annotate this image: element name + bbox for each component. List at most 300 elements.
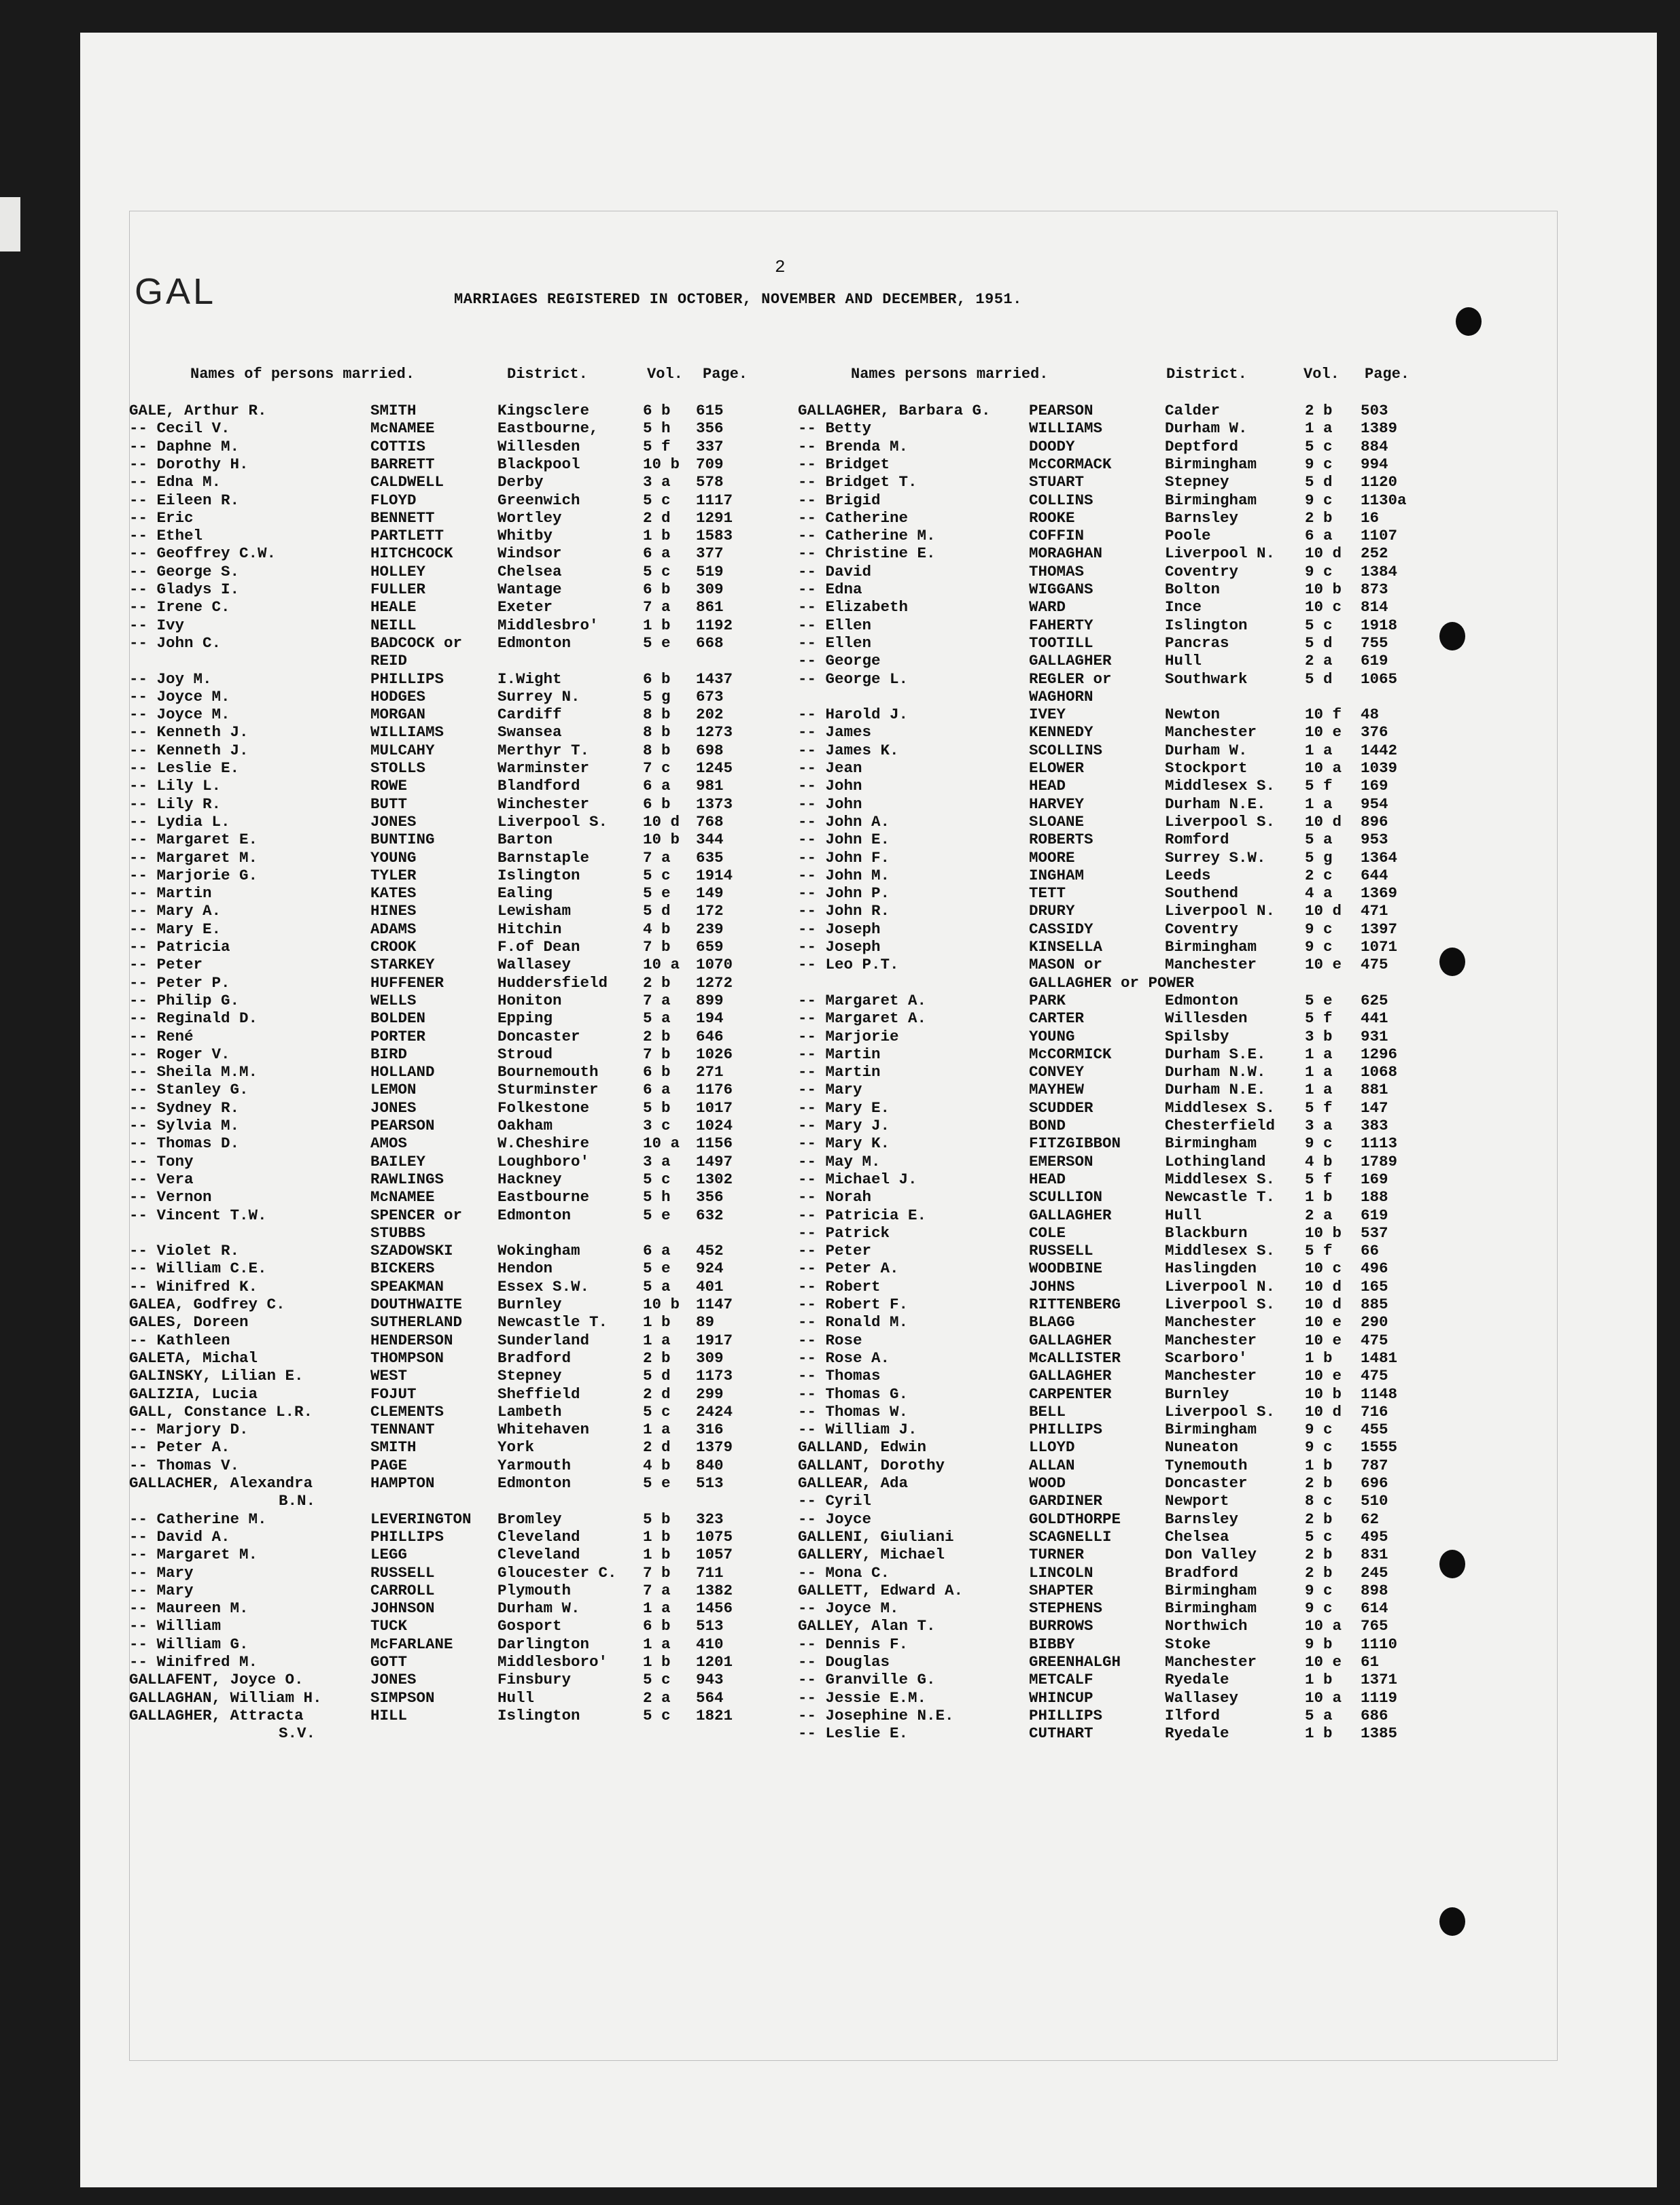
entry-district: Manchester [1165,956,1257,974]
entry-district: Liverpool S. [497,812,608,831]
entry-district: Durham W. [1165,419,1248,438]
entry-spouse: TUCK [370,1617,408,1635]
entry-name: -- John F. [798,848,890,867]
entry-spouse: BOND [1029,1117,1066,1134]
entry-page: 309 [696,580,724,598]
entry-volume: 5 c [643,1706,671,1724]
entry-name: -- Lily R. [129,795,222,813]
entry-page: 172 [696,902,724,920]
entry-spouse: YOUNG [370,848,417,867]
entry-volume: 5 h [643,419,671,438]
entry-district: Cleveland [497,1527,580,1546]
entry-page: 673 [696,687,724,706]
entry-name: GALL, Constance L.R. [129,1402,313,1421]
entry-name: -- Sheila M.M. [129,1063,258,1081]
entry-volume: 6 a [643,777,671,795]
entry-district: Liverpool N. [1165,902,1276,920]
entry-page: 787 [1361,1456,1388,1474]
entry-name: -- Joyce [798,1510,872,1528]
entry-spouse: WOOD [1029,1474,1066,1492]
entry-spouse: COLLINS [1029,491,1093,509]
entry-page: 564 [696,1688,724,1707]
entry-district: Birmingham [1165,1581,1257,1599]
entry-district: Ilford [1165,1706,1221,1724]
entry-page: 1071 [1361,938,1398,956]
right-header-names: Names persons married. [851,366,1049,383]
entry-spouse: HEALE [370,598,417,617]
entry-district: Islington [497,866,580,884]
entry-name: -- Douglas [798,1653,890,1671]
entry-volume: 10 b [643,455,680,473]
entry-district: Hackney [497,1170,562,1188]
entry-spouse: BIRD [370,1045,408,1063]
entry-district: Poole [1165,527,1211,545]
entry-name: -- Violet R. [129,1242,240,1260]
entry-page: 1302 [696,1170,733,1188]
entry-spouse: CUTHART [1029,1724,1093,1743]
entry-district: Pancras [1165,633,1229,652]
entry-district: Middlesex S. [1165,777,1276,795]
entry-volume: 2 b [1305,508,1333,527]
entry-district: Durham N.E. [1165,1081,1266,1099]
entry-name: -- Mary [798,1081,862,1099]
entry-district: Wortley [497,508,562,527]
entry-name: -- Catherine [798,508,909,527]
entry-name: -- Eric [129,508,194,527]
entry-spouse: BUNTING [370,831,435,849]
entry-district: Liverpool S. [1165,1402,1276,1421]
entry-page: 898 [1361,1581,1388,1599]
entry-page: 994 [1361,455,1388,473]
entry-name: GALLETT, Edward A. [798,1581,964,1599]
entry-name: -- Elizabeth [798,598,909,617]
entry-spouse: AMOS [370,1134,408,1153]
entry-district: Ealing [497,884,553,903]
entry-spouse: HEAD [1029,777,1066,795]
entry-spouse: WEST [370,1367,408,1385]
entry-name: -- Maureen M. [129,1599,249,1618]
entry-district: Bradford [497,1349,572,1367]
entry-spouse: COFFIN [1029,527,1085,545]
entry-name: -- Peter P. [129,973,230,992]
entry-name: -- Peter A. [798,1260,899,1278]
entry-name: -- Mary J. [798,1117,890,1134]
entry-district: F.of Dean [497,938,580,956]
entry-district: Edmonton [497,1474,572,1492]
entry-volume: 6 b [643,580,671,598]
entry-district: Middlesboro' [497,1653,608,1671]
entry-volume: 10 b [1305,580,1342,598]
entry-spouse: DOUTHWAITE [370,1296,463,1313]
entry-name: GALLAND, Edwin [798,1438,927,1457]
entry-spouse: RAWLINGS [370,1170,444,1188]
entry-name: -- Joyce M. [129,687,230,706]
entry-spouse: PHILLIPS [370,1527,444,1546]
page-number: 2 [775,257,786,277]
entry-spouse: SPEAKMAN [370,1277,444,1296]
entry-volume: 2 b [1305,1510,1333,1528]
entry-spouse: SLOANE [1029,812,1085,831]
entry-district: Surrey N. [497,687,580,706]
entry-district: Exeter [497,598,553,617]
entry-district: Tynemouth [1165,1456,1248,1474]
entry-name: -- William [129,1617,222,1635]
entry-volume: 10 b [1305,1385,1342,1403]
entry-page: 1918 [1361,616,1398,634]
entry-name: -- Mary [129,1563,194,1582]
entry-page: 1117 [696,491,733,509]
entry-page: 873 [1361,580,1388,598]
left-header-district: District. [507,366,588,383]
entry-volume: 6 b [643,670,671,688]
entry-volume: 7 b [643,1563,671,1582]
entry-spouse: NEILL [370,616,417,634]
entry-volume: 5 e [643,633,671,652]
entry-name: -- Thomas G. [798,1385,909,1403]
entry-page: 1070 [696,956,733,974]
entry-district: Manchester [1165,1653,1257,1671]
entry-page: 943 [696,1671,724,1689]
entry-page: 1583 [696,527,733,545]
entry-volume: 1 a [643,1599,671,1618]
entry-page: 1147 [696,1296,733,1313]
entry-name: -- Thomas D. [129,1134,240,1153]
entry-page: 165 [1361,1277,1388,1296]
entry-name: -- David [798,562,872,580]
entry-spouse: CONVEY [1029,1063,1085,1081]
entry-name: -- Cecil V. [129,419,230,438]
entry-spouse: REGLER or [1029,670,1112,688]
entry-district: Blackpool [497,455,580,473]
entry-page: 147 [1361,1098,1388,1117]
entry-spouse: LLOYD [1029,1438,1075,1457]
entry-name: -- Mary E. [798,1098,890,1117]
entry-volume: 9 c [1305,491,1333,509]
entry-name: -- Thomas [798,1367,881,1385]
entry-page: 510 [1361,1492,1388,1510]
entry-spouse: LEVERINGTON [370,1510,472,1528]
entry-page: 1148 [1361,1385,1398,1403]
entry-name: -- John [798,777,862,795]
entry-volume: 6 a [643,1242,671,1260]
entry-volume: 5 d [1305,633,1333,652]
entry-page: 252 [1361,544,1388,563]
entry-district: Ryedale [1165,1724,1229,1743]
entry-volume: 8 b [643,741,671,759]
page-title: MARRIAGES REGISTERED IN OCTOBER, NOVEMBER AND DECEMBER, 1951. [454,291,1022,308]
entry-page: 239 [696,920,724,938]
entry-district: Doncaster [497,1027,580,1045]
entry-page: 344 [696,831,724,849]
entry-name: -- Peter [129,956,203,974]
entry-page: 1789 [1361,1152,1398,1170]
entry-page: 356 [696,1188,724,1206]
entry-volume: 5 c [643,1170,671,1188]
entry-page: 768 [696,812,724,831]
entry-page: 578 [696,473,724,491]
entry-page: 1497 [696,1152,733,1170]
entry-volume: 10 e [1305,1367,1342,1385]
entry-name: -- Kenneth J. [129,723,249,742]
entry-district: Liverpool N. [1165,544,1276,563]
entry-page: 1017 [696,1098,733,1117]
entry-district: Leeds [1165,866,1211,884]
entry-district: Birmingham [1165,1421,1257,1439]
entry-volume: 7 b [643,1045,671,1063]
entry-name: GALE, Arthur R. [129,402,267,419]
entry-spouse: WIGGANS [1029,580,1093,598]
entry-district: Islington [497,1706,580,1724]
entry-name: -- Marjory D. [129,1421,249,1439]
entry-spouse: CARTER [1029,1009,1085,1028]
entry-page: 981 [696,777,724,795]
entry-page: 614 [1361,1599,1388,1618]
entry-name: -- Margaret M. [129,1546,258,1564]
entry-volume: 10 e [1305,723,1342,742]
entry-volume: 1 b [1305,1188,1333,1206]
punch-hole-mark [1439,1907,1465,1936]
entry-volume: 1 b [643,616,671,634]
entry-spouse: HEAD [1029,1170,1066,1188]
entry-district: Haslingden [1165,1260,1257,1278]
entry-name: GALLAGHAN, William H. [129,1688,322,1707]
entry-name: -- Peter [798,1242,872,1260]
entry-name: GALIZIA, Lucia [129,1385,258,1403]
entry-page: 496 [1361,1260,1388,1278]
entry-spouse: WILLIAMS [370,723,444,742]
entry-name: -- Ivy [129,616,185,634]
entry-page: 884 [1361,437,1388,455]
entry-volume: 2 c [1305,866,1333,884]
entry-volume: 9 c [1305,1581,1333,1599]
entry-name: -- Winifred K. [129,1277,258,1296]
entry-volume: 10 a [1305,759,1342,777]
entry-spouse: WARD [1029,598,1066,617]
entry-spouse: GALLAGHER [1029,1331,1112,1349]
entry-district: Cleveland [497,1546,580,1564]
entry-page: 931 [1361,1027,1388,1045]
entry-page: 299 [696,1385,724,1403]
entry-name: -- Lily L. [129,777,222,795]
entry-volume: 9 c [1305,920,1333,938]
entry-volume: 6 a [643,1081,671,1099]
entry-district: Newton [1165,706,1221,724]
entry-spouse: McNAMEE [370,419,435,438]
entry-page: 1385 [1361,1724,1398,1743]
entry-volume: 7 c [643,759,671,777]
entry-volume: 5 g [643,687,671,706]
entry-volume: 2 b [1305,1474,1333,1492]
entry-name: -- Martin [798,1063,881,1081]
entry-volume: 10 e [1305,1653,1342,1671]
entry-name: -- Harold J. [798,706,909,724]
entry-spouse: DRURY [1029,902,1075,920]
entry-volume: 5 c [643,1671,671,1689]
entry-spouse: LEGG [370,1546,408,1564]
scan-edge-strip [0,197,20,251]
entry-volume: 10 d [1305,812,1342,831]
entry-district: Burnley [497,1296,562,1313]
entry-page: 48 [1361,706,1380,724]
entry-district: Hitchin [497,920,562,938]
entry-district: Bradford [1165,1563,1239,1582]
entry-name: -- John R. [798,902,890,920]
entry-name: -- Rose [798,1331,862,1349]
entry-spouse: MORAGHAN [1029,544,1103,563]
entry-spouse: SHAPTER [1029,1581,1093,1599]
entry-district: Manchester [1165,1313,1257,1332]
entry-spouse: RUSSELL [370,1563,435,1582]
entry-district: Liverpool S. [1165,812,1276,831]
entry-district: Durham S.E. [1165,1045,1266,1063]
entry-page: 309 [696,1349,724,1367]
entry-volume: 5 c [643,1402,671,1421]
entry-volume: 1 a [1305,795,1333,813]
entry-spouse: CROOK [370,938,417,956]
entry-spouse: ROWE [370,777,408,795]
entry-spouse: RITTENBERG [1029,1296,1121,1313]
entry-district: Durham W. [1165,741,1248,759]
entry-volume: 10 d [1305,1277,1342,1296]
entry-volume: 1 a [1305,1063,1333,1081]
entry-name: -- John A. [798,812,890,831]
entry-page: 1437 [696,670,733,688]
entry-volume: 3 a [1305,1117,1333,1134]
entry-volume: 5 d [1305,473,1333,491]
entry-page: 615 [696,402,724,419]
entry-volume: 6 b [643,1617,671,1635]
entry-district: Cardiff [497,706,562,724]
entry-volume: 2 d [643,1385,671,1403]
entry-volume: 6 b [643,1063,671,1081]
entry-district: Sunderland [497,1331,590,1349]
entry-district: Northwich [1165,1617,1248,1635]
entry-page: 383 [1361,1117,1388,1134]
entry-volume: 5 a [643,1009,671,1028]
entry-volume: 8 b [643,706,671,724]
entry-district: Birmingham [1165,1134,1257,1153]
entry-page: 1364 [1361,848,1398,867]
entry-page: 644 [1361,866,1388,884]
entry-page: 1120 [1361,473,1398,491]
entry-page: 376 [1361,723,1388,742]
entry-page: 1397 [1361,920,1398,938]
entry-spouse: GARDINER [1029,1492,1103,1510]
entry-district: Chelsea [497,562,562,580]
entry-page: 66 [1361,1242,1380,1260]
entry-name: -- William J. [798,1421,917,1439]
entry-volume: 10 a [643,1134,680,1153]
entry-spouse: BOLDEN [370,1009,426,1028]
entry-district: Nuneaton [1165,1438,1239,1457]
entry-volume: 6 a [1305,527,1333,545]
entry-spouse: RUSSELL [1029,1242,1093,1260]
entry-page: 698 [696,741,724,759]
entry-district: Newcastle T. [497,1313,608,1332]
entry-district: Eastbourne, [497,419,599,438]
entry-page: 169 [1361,777,1388,795]
entry-spouse: HARVEY [1029,795,1085,813]
entry-volume: 10 b [1305,1223,1342,1242]
entry-spouse: GALLAGHER [1029,1367,1112,1385]
entry-volume: 1 a [1305,741,1333,759]
entry-spouse: THOMAS [1029,562,1085,580]
entry-volume: 6 b [643,795,671,813]
entry-spouse: BICKERS [370,1260,435,1278]
entry-spouse: MULCAHY [370,741,435,759]
entry-name: -- Edna [798,580,862,598]
entry-volume: 9 c [1305,562,1333,580]
entry-spouse: PORTER [370,1027,426,1045]
entry-name: -- Bridget T. [798,473,917,491]
entry-spouse: SZADOWSKI [370,1242,453,1260]
entry-page: 1156 [696,1134,733,1153]
entry-spouse: STEPHENS [1029,1599,1103,1618]
entry-district: York [497,1438,535,1457]
entry-page: 861 [696,598,724,617]
entry-name: -- Bridget [798,455,890,473]
entry-volume: 5 a [1305,1706,1333,1724]
entry-district: Stepney [497,1367,562,1385]
entry-district: Oakham [497,1117,553,1134]
entry-district: Barnstaple [497,848,590,867]
entry-name: -- Joy M. [129,670,212,688]
entry-page: 635 [696,848,724,867]
entry-district: Whitehaven [497,1421,590,1439]
entry-name: -- Ethel [129,527,203,545]
entry-district: Liverpool S. [1165,1296,1276,1313]
entry-district: Manchester [1165,723,1257,742]
entry-page: 814 [1361,598,1388,617]
entry-volume: 1 b [643,527,671,545]
entry-district: Birmingham [1165,491,1257,509]
entry-district: Newport [1165,1492,1229,1510]
entry-name: GALLAGHER, Attracta [129,1706,304,1724]
entry-page: 619 [1361,652,1388,670]
entry-spouse: HOLLAND [370,1063,435,1081]
entry-spouse: WAGHORN [1029,687,1093,706]
entry-volume: 1 b [643,1546,671,1564]
entry-volume: 10 d [1305,902,1342,920]
entry-page: 899 [696,991,724,1009]
entry-name: -- Patrick [798,1223,890,1242]
entry-name: GALLAGHER, Barbara G. [798,402,991,419]
entry-page: 2424 [696,1402,733,1421]
entry-page: 495 [1361,1527,1388,1546]
entry-name: -- Josephine N.E. [798,1706,954,1724]
entry-name: -- John C. [129,633,222,652]
entry-page: 840 [696,1456,724,1474]
entry-volume: 10 a [1305,1688,1342,1707]
entry-volume: 1 a [643,1421,671,1439]
entry-volume: 5 c [1305,616,1333,634]
entry-district: Southend [1165,884,1239,903]
entry-volume: 8 b [643,723,671,742]
entry-spouse: THOMPSON [370,1349,444,1367]
entry-name: -- Mona C. [798,1563,890,1582]
entry-district: Don Valley [1165,1546,1257,1564]
entry-page: 1192 [696,616,733,634]
entry-spouse: CALDWELL [370,473,444,491]
entry-volume: 1 b [643,1653,671,1671]
entry-name: -- Dennis F. [798,1635,909,1653]
entry-page: 1291 [696,508,733,527]
entry-name: GALLEY, Alan T. [798,1617,936,1635]
entry-volume: 5 a [1305,831,1333,849]
entry-spouse: SCULLION [1029,1188,1103,1206]
entry-volume: 10 c [1305,1260,1342,1278]
entry-name: -- Jessie E.M. [798,1688,927,1707]
